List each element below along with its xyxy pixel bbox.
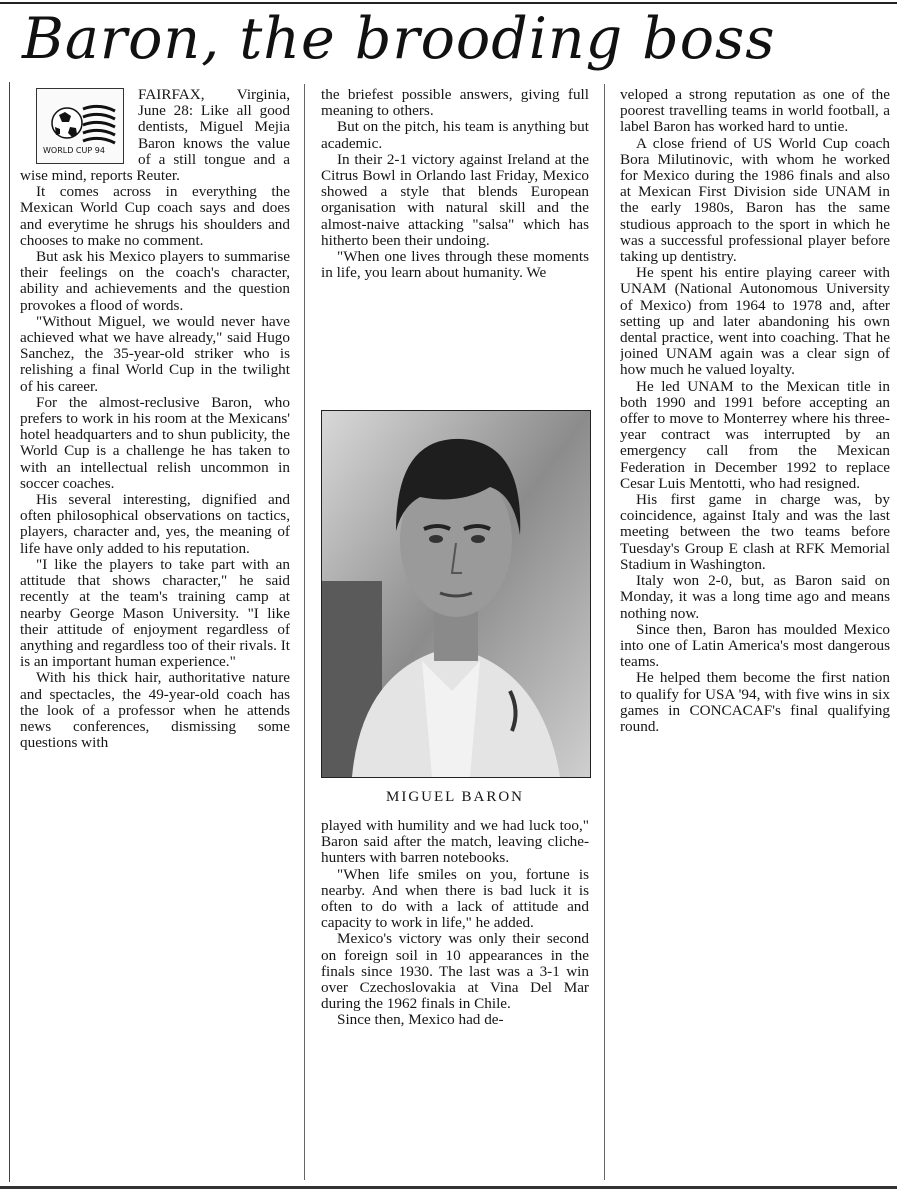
paragraph: Mexico's victory was only their second on foreign soil in 10 appearances in the finals since 1930. The last was a 3-1 win over Czechoslovakia at Vina Del Mar during the 1962 finals in Chile. <box>321 930 589 1013</box>
paragraph: Italy won 2-0, but, as Baron said on Monday, it was a long time ago and means nothing now. <box>620 572 890 622</box>
logo-text: WORLD CUP 94 <box>43 146 105 155</box>
paragraph: "I like the players to take part with an attitude that shows character," he said recently at the team's training camp at nearby George Mason University. "I like their attitude of enjoyment regardless of anything and regardless too of their rivals. It is an important human experience." <box>20 555 290 671</box>
paragraph: Since then, Mexico had de- <box>337 1011 504 1029</box>
bottom-rule <box>0 1186 897 1189</box>
paragraph: "When one lives through these moments in life, you learn about humanity. We <box>321 248 589 282</box>
paragraph: the briefest possible answers, giving full meaning to others. <box>321 87 589 120</box>
portrait-photo-graphic <box>322 411 590 777</box>
column-rule-2 <box>604 84 605 1180</box>
paragraph: For the almost-reclusive Baron, who prefers to work in his room at the Mexicans' hotel headquarters and to shun publicity, the World Cup is a challenge he has taken to with an intellectual relish uncommon in soccer coaches. <box>20 393 290 492</box>
column-rule-1 <box>304 84 305 1180</box>
portrait-photo <box>321 410 591 778</box>
paragraph: His several interesting, dignified and often philosophical observations on tactics, players, character and, yes, the meaning of life have only added to his reputation. <box>20 491 290 557</box>
left-border-rule <box>9 82 10 1182</box>
paragraph: But on the pitch, his team is anything but academic. <box>321 118 589 152</box>
paragraph: A close friend of US World Cup coach Bora Milutinovic, with whom he worked for Mexico during the 1986 finals and also at Mexican First Division side UNAM in the early 1980s, Baron has the same studious approach to the sport in which he was a successful professional player before taking up dentistry. <box>620 134 890 266</box>
paragraph: With his thick hair, authoritative nature and spectacles, the 49-year-old coach has the look of a professor when he attends news conferences, dismissing some questions with <box>20 669 290 752</box>
article-column-2-bottom <box>321 818 589 1183</box>
paragraph: Since then, Baron has moulded Mexico into one of Latin America's most dangerous teams. <box>620 620 890 671</box>
headline: Baron, the brooding boss <box>22 6 776 72</box>
paragraph: In their 2-1 victory against Ireland at the Citrus Bowl in Orlando last Friday, Mexico showed a style that blends European organisation with natural skill and the almost-naive attacking "salsa" which has hitherto been their undoing. <box>321 150 589 249</box>
paragraph: He led UNAM to the Mexican title in both 1990 and 1991 before accepting an offer to move to Monterrey where his three-year contract was interrupted by an emergency call from the Mexican Federation in December 1992 to replace Cesar Luis Mentotti, who had resigned. <box>620 377 890 492</box>
world-cup-94-logo-icon <box>20 88 124 166</box>
paragraph: veloped a strong reputation as one of the poorest travelling teams in world football, a label Baron has worked hard to untie. <box>620 87 890 136</box>
paragraph: It comes across in everything the Mexican World Cup coach says and does and everytime he shrugs his shoulders and chooses to make no comment. <box>20 183 290 249</box>
world-cup-94-logo-graphic <box>37 89 123 163</box>
paragraph: played with humility and we had luck too," Baron said after the match, leaving cliche-hunters with barren notebooks. <box>321 818 589 867</box>
photo-caption: MIGUEL BARON <box>385 789 525 805</box>
paragraph: But ask his Mexico players to summarise their feelings on the coach's character, ability and achievements and the question provokes a flood of words. <box>20 248 290 314</box>
paragraph: He spent his entire playing career with UNAM (National Autonomous University of Mexico) from 1964 to 1978 and, after setting up and later abandoning his own dental practice, went into coaching. That he joined UNAM again was a clear sign of how much he valued loyalty. <box>620 264 890 379</box>
paragraph: He helped them become the first nation to qualify for USA '94, with five wins in six games in CONCACAF's final qualifying round. <box>620 669 890 735</box>
article-column-2-top <box>321 87 589 387</box>
paragraph: "When life smiles on you, fortune is nearby. And when there is bad luck it is often to do with a lack of attitude and capacity to work in life," he added. <box>321 865 589 932</box>
paragraph: His first game in charge was, by coincidence, against Italy and was the last meeting between the two teams before Tuesday's Group E clash at RFK Memorial Stadium in Washington. <box>620 491 890 573</box>
article-column-3 <box>620 87 890 1183</box>
paragraph: "Without Miguel, we would never have achieved what we have already," said Hugo Sanchez, the 35-year-old striker who is relishing a final World Cup in the twilight of his career. <box>20 312 290 395</box>
article-column-1 <box>20 87 290 1183</box>
paragraph: FAIRFAX, Virginia, June 28: Like all good dentists, Miguel Mejia Baron knows the value of a still tongue and a wise mind, reports Reuter. <box>20 87 290 185</box>
